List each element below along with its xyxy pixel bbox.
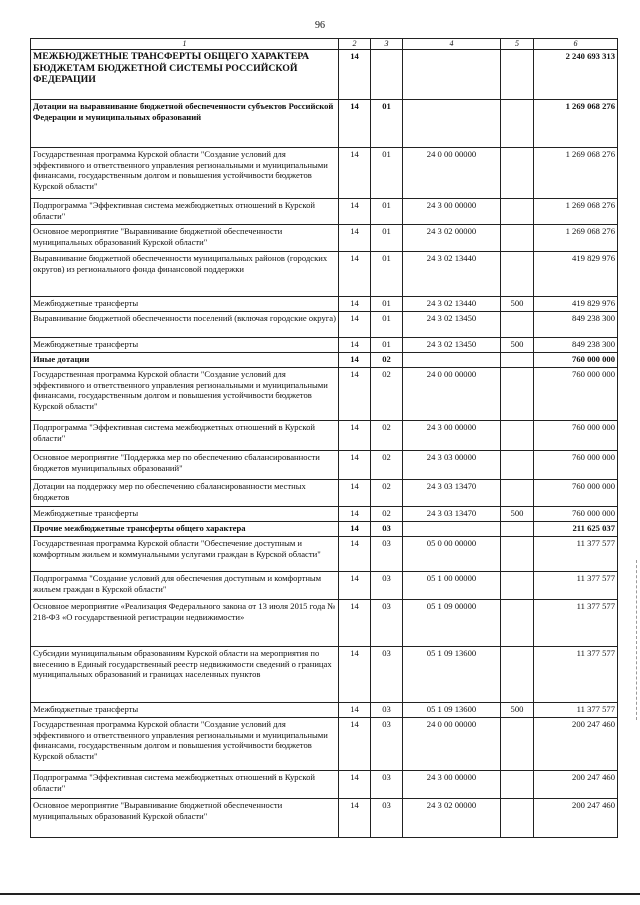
table-row [31,100,618,148]
row-subsection: 02 [371,480,403,507]
row-section: 14 [339,647,371,703]
row-target-code: 24 0 00 00000 [403,148,501,199]
row-section: 14 [339,368,371,421]
row-section: 14 [339,771,371,799]
table-header-row [31,39,618,50]
row-target-code: 24 3 03 13470 [403,480,501,507]
row-subsection: 02 [371,421,403,451]
row-expense-type [501,312,534,338]
row-subsection: 03 [371,771,403,799]
row-amount: 419 829 976 [534,252,618,297]
table-row [31,199,618,225]
row-subsection: 01 [371,312,403,338]
table-row [31,297,618,312]
row-section: 14 [339,718,371,771]
row-target-code: 24 3 00 00000 [403,771,501,799]
row-section: 14 [339,451,371,480]
table-row [31,252,618,297]
row-expense-type: 500 [501,338,534,353]
row-subsection: 03 [371,647,403,703]
table-row [31,421,618,451]
page-number: 96 [315,20,325,31]
row-name: Основное мероприятие «Реализация Федерального закона от 13 июля 2015 года № 218-ФЗ «О государственной регистрации недвижимости» [31,600,339,647]
table-row [31,50,618,100]
table-row [31,451,618,480]
row-subsection: 01 [371,297,403,312]
table-row [31,312,618,338]
row-section: 14 [339,537,371,572]
row-section: 14 [339,100,371,148]
row-amount: 760 000 000 [534,507,618,522]
row-section: 14 [339,480,371,507]
row-section: 14 [339,353,371,368]
row-target-code: 24 3 03 13470 [403,507,501,522]
row-expense-type [501,522,534,537]
row-expense-type: 500 [501,297,534,312]
row-name: Дотации на поддержку мер по обеспечению сбалансированности местных бюджетов [31,480,339,507]
budget-table [30,38,618,838]
header-cell: 4 [403,39,501,50]
row-section: 14 [339,572,371,600]
row-target-code: 05 1 09 13600 [403,703,501,718]
row-amount: 760 000 000 [534,353,618,368]
row-amount: 760 000 000 [534,368,618,421]
row-target-code: 24 3 02 13450 [403,338,501,353]
row-amount: 200 247 460 [534,799,618,838]
row-target-code: 24 3 00 00000 [403,421,501,451]
row-amount: 1 269 068 276 [534,225,618,252]
row-subsection: 03 [371,522,403,537]
row-subsection: 02 [371,353,403,368]
row-name: Государственная программа Курской области "Создание условий для эффективного и ответственного управления региональными и муниципальными финансами, государственным долгом и повышения устойчивости бюджетов Курской области" [31,368,339,421]
row-name: Межбюджетные трансферты [31,507,339,522]
row-amount: 11 377 577 [534,537,618,572]
row-target-code [403,100,501,148]
row-name: Субсидии муниципальным образованиям Курской области на мероприятия по внесению в Единый государственный реестр недвижимости сведений о границах муниципальных образований и границах населенных пунктов [31,647,339,703]
row-name: Межбюджетные трансферты [31,703,339,718]
row-section: 14 [339,312,371,338]
row-subsection: 03 [371,718,403,771]
row-section: 14 [339,421,371,451]
row-subsection: 03 [371,703,403,718]
table-row [31,600,618,647]
row-subsection: 01 [371,148,403,199]
row-amount: 11 377 577 [534,647,618,703]
row-subsection: 02 [371,507,403,522]
row-expense-type [501,600,534,647]
row-name: Государственная программа Курской области "Создание условий для эффективного и ответственного управления региональными и муниципальными финансами, государственным долгом и повышения устойчивости бюджетов Курской области" [31,718,339,771]
row-name: Прочие межбюджетные трансферты общего характера [31,522,339,537]
header-cell: 6 [534,39,618,50]
row-name: Основное мероприятие "Поддержка мер по обеспечению сбалансированности бюджетов муниципальных образований" [31,451,339,480]
row-target-code: 24 3 02 13450 [403,312,501,338]
row-section: 14 [339,522,371,537]
row-subsection: 02 [371,451,403,480]
row-expense-type [501,572,534,600]
page-bottom-border [0,893,640,895]
row-name: Иные дотации [31,353,339,368]
row-section: 14 [339,703,371,718]
row-section: 14 [339,297,371,312]
row-target-code: 05 1 09 13600 [403,647,501,703]
header-cell: 2 [339,39,371,50]
row-name: Государственная программа Курской области "Обеспечение доступным и комфортным жильем и коммунальными услугами граждан в Курской области" [31,537,339,572]
row-subsection: 03 [371,537,403,572]
table-row [31,148,618,199]
row-target-code: 24 3 02 00000 [403,799,501,838]
table-row [31,703,618,718]
table-row [31,368,618,421]
row-subsection: 03 [371,600,403,647]
row-expense-type [501,421,534,451]
row-amount: 1 269 068 276 [534,199,618,225]
row-amount: 1 269 068 276 [534,100,618,148]
table-row [31,771,618,799]
table-row [31,480,618,507]
row-target-code: 24 0 00 00000 [403,718,501,771]
row-amount: 11 377 577 [534,600,618,647]
row-amount: 419 829 976 [534,297,618,312]
row-expense-type: 500 [501,703,534,718]
row-amount: 211 625 037 [534,522,618,537]
row-name: МЕЖБЮДЖЕТНЫЕ ТРАНСФЕРТЫ ОБЩЕГО ХАРАКТЕРА БЮДЖЕТАМ БЮДЖЕТНОЙ СИСТЕМЫ РОССИЙСКОЙ ФЕДЕРАЦИИ [31,50,339,100]
row-amount: 200 247 460 [534,718,618,771]
row-expense-type [501,718,534,771]
row-name: Основное мероприятие "Выравнивание бюджетной обеспеченности муниципальных образований Курской области" [31,225,339,252]
row-name: Подпрограмма "Эффективная система межбюджетных отношений в Курской области" [31,199,339,225]
row-name: Межбюджетные трансферты [31,297,339,312]
row-section: 14 [339,225,371,252]
row-name: Подпрограмма "Создание условий для обеспечения доступным и комфортным жильем граждан в Курской области" [31,572,339,600]
row-expense-type [501,353,534,368]
row-name: Выравнивание бюджетной обеспеченности поселений (включая городские округа) [31,312,339,338]
row-amount: 849 238 300 [534,312,618,338]
header-cell: 3 [371,39,403,50]
table-row [31,537,618,572]
row-expense-type [501,368,534,421]
row-expense-type [501,771,534,799]
row-amount: 2 240 693 313 [534,50,618,100]
row-expense-type [501,799,534,838]
table-row [31,507,618,522]
row-target-code [403,522,501,537]
row-section: 14 [339,199,371,225]
row-expense-type [501,480,534,507]
row-expense-type [501,100,534,148]
row-subsection: 02 [371,368,403,421]
row-target-code: 24 3 02 13440 [403,297,501,312]
row-amount: 1 269 068 276 [534,148,618,199]
row-expense-type: 500 [501,507,534,522]
row-subsection: 03 [371,799,403,838]
row-name: Дотации на выравнивание бюджетной обеспеченности субъектов Российской Федерации и муниципальных образований [31,100,339,148]
row-name: Основное мероприятие "Выравнивание бюджетной обеспеченности муниципальных образований Курской области" [31,799,339,838]
table-row [31,647,618,703]
row-target-code: 24 3 03 00000 [403,451,501,480]
row-expense-type [501,199,534,225]
table-row [31,225,618,252]
row-section: 14 [339,799,371,838]
table-row [31,522,618,537]
row-target-code [403,50,501,100]
row-amount: 11 377 577 [534,572,618,600]
table-row [31,718,618,771]
row-section: 14 [339,252,371,297]
row-name: Межбюджетные трансферты [31,338,339,353]
row-subsection: 03 [371,572,403,600]
row-subsection: 01 [371,338,403,353]
row-target-code: 05 0 00 00000 [403,537,501,572]
row-expense-type [501,537,534,572]
row-subsection [371,50,403,100]
row-target-code: 05 1 00 00000 [403,572,501,600]
row-name: Подпрограмма "Эффективная система межбюджетных отношений в Курской области" [31,421,339,451]
row-target-code: 24 0 00 00000 [403,368,501,421]
row-target-code: 24 3 00 00000 [403,199,501,225]
row-amount: 11 377 577 [534,703,618,718]
row-target-code: 24 3 02 00000 [403,225,501,252]
row-subsection: 01 [371,199,403,225]
row-expense-type [501,148,534,199]
table-row [31,338,618,353]
row-expense-type [501,252,534,297]
row-section: 14 [339,50,371,100]
row-amount: 849 238 300 [534,338,618,353]
row-amount: 760 000 000 [534,421,618,451]
row-expense-type [501,647,534,703]
row-subsection: 01 [371,225,403,252]
row-section: 14 [339,600,371,647]
scan-edge-mark [635,560,637,720]
header-cell: 5 [501,39,534,50]
row-amount: 200 247 460 [534,771,618,799]
table-row [31,799,618,838]
row-section: 14 [339,338,371,353]
row-subsection: 01 [371,100,403,148]
row-section: 14 [339,148,371,199]
row-name: Подпрограмма "Эффективная система межбюджетных отношений в Курской области" [31,771,339,799]
row-target-code: 24 3 02 13440 [403,252,501,297]
row-amount: 760 000 000 [534,480,618,507]
row-expense-type [501,225,534,252]
row-target-code [403,353,501,368]
row-target-code: 05 1 09 00000 [403,600,501,647]
table-row [31,572,618,600]
row-amount: 760 000 000 [534,451,618,480]
row-name: Государственная программа Курской области "Создание условий для эффективного и ответственного управления региональными и муниципальными финансами, государственным долгом и повышения устойчивости бюджетов Курской области" [31,148,339,199]
row-subsection: 01 [371,252,403,297]
row-section: 14 [339,507,371,522]
row-name: Выравнивание бюджетной обеспеченности муниципальных районов (городских округов) из регионального фонда финансовой поддержки [31,252,339,297]
header-cell: 1 [31,39,339,50]
row-expense-type [501,50,534,100]
row-expense-type [501,451,534,480]
table-row [31,353,618,368]
